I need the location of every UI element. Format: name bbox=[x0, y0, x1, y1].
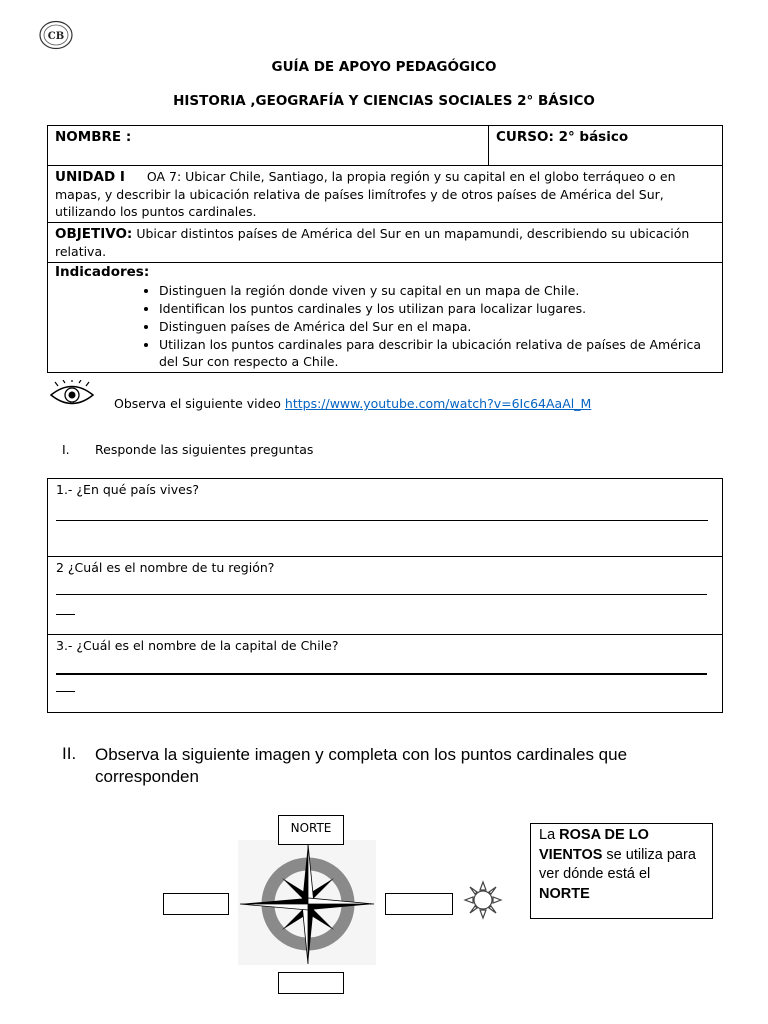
course-label: CURSO: 2° básico bbox=[496, 129, 629, 145]
answer-line-end bbox=[56, 691, 75, 692]
section1-numeral: I. bbox=[62, 442, 70, 457]
guide-title: GUÍA DE APOYO PEDAGÓGICO bbox=[271, 59, 497, 75]
box-bold-1: ROSA DE LO VIENTOS bbox=[539, 827, 649, 863]
answer-line-end bbox=[56, 614, 75, 615]
box-bold-2: NORTE bbox=[539, 885, 590, 902]
school-logo-icon bbox=[38, 20, 74, 50]
section2-numeral: II. bbox=[62, 744, 77, 763]
south-answer-box[interactable] bbox=[278, 972, 344, 994]
subject-title: HISTORIA ,GEOGRAFÍA Y CIENCIAS SOCIALES 2° BÁSICO bbox=[173, 93, 595, 109]
question-2: 2 ¿Cuál es el nombre de tu región? bbox=[56, 560, 275, 575]
objective-text: Ubicar distintos países de América del Sur en un mapamundi, describiendo su ubicación relativa. bbox=[55, 226, 690, 259]
eye-icon bbox=[48, 380, 96, 410]
questions-table bbox=[47, 478, 723, 713]
unit-label: UNIDAD I bbox=[55, 169, 125, 185]
logo-text: CB bbox=[47, 31, 65, 42]
video-line bbox=[114, 396, 591, 411]
unit-text: OA 7: Ubicar Chile, Santiago, la propia región y su capital en el globo terráqueo o en mapas, y describir la ubicación relativa de países limítrofes y de otros países de América del Sur, utilizando los puntos cardinales. bbox=[55, 169, 676, 219]
compass-rose-icon bbox=[238, 840, 376, 965]
sun-icon bbox=[463, 880, 503, 920]
course-cell bbox=[489, 126, 723, 166]
indicator-item: • Identifican los puntos cardinales y los utilizan para localizar lugares. bbox=[159, 300, 715, 317]
info-table bbox=[47, 125, 723, 373]
wind-rose-info-box bbox=[530, 823, 713, 919]
unit-cell bbox=[48, 166, 723, 223]
objective-label: OBJETIVO: bbox=[55, 226, 133, 242]
video-text: Observa el siguiente video bbox=[114, 396, 281, 411]
east-answer-box[interactable] bbox=[385, 893, 453, 915]
answer-line[interactable] bbox=[56, 594, 707, 595]
name-cell[interactable] bbox=[48, 126, 489, 166]
name-label: NOMBRE : bbox=[55, 129, 132, 145]
indicator-item: • Distinguen la región donde viven y su capital en un mapa de Chile. bbox=[159, 282, 715, 299]
west-answer-box[interactable] bbox=[163, 893, 229, 915]
answer-line[interactable] bbox=[56, 673, 707, 675]
section1-title: Responde las siguientes preguntas bbox=[95, 442, 314, 457]
box-mid: se utiliza para ver dónde está el bbox=[539, 846, 696, 882]
section2-title: Observa la siguiente imagen y completa con los puntos cardinales que corresponden bbox=[95, 745, 628, 786]
indicator-item: • Utilizan los puntos cardinales para describir la ubicación relativa de países de América del Sur con respecto a Chile. bbox=[159, 336, 715, 370]
objective-cell bbox=[48, 223, 723, 263]
video-link[interactable]: https://www.youtube.com/watch?v=6Ic64AaAl_M bbox=[284, 396, 592, 411]
north-box: NORTE bbox=[278, 815, 344, 845]
indicators-list bbox=[55, 282, 715, 370]
indicators-label: Indicadores: bbox=[55, 264, 150, 280]
answer-line[interactable] bbox=[56, 520, 708, 521]
indicator-item: • Distinguen países de América del Sur en el mapa. bbox=[159, 318, 715, 335]
question-cell-3[interactable] bbox=[48, 635, 723, 713]
question-cell-2[interactable] bbox=[48, 557, 723, 635]
question-cell-1[interactable] bbox=[48, 479, 723, 557]
question-3: 3.- ¿Cuál es el nombre de la capital de Chile? bbox=[56, 638, 339, 653]
question-1: 1.- ¿En qué país vives? bbox=[56, 482, 200, 497]
indicators-cell bbox=[48, 263, 723, 373]
box-prefix: La bbox=[539, 827, 560, 843]
